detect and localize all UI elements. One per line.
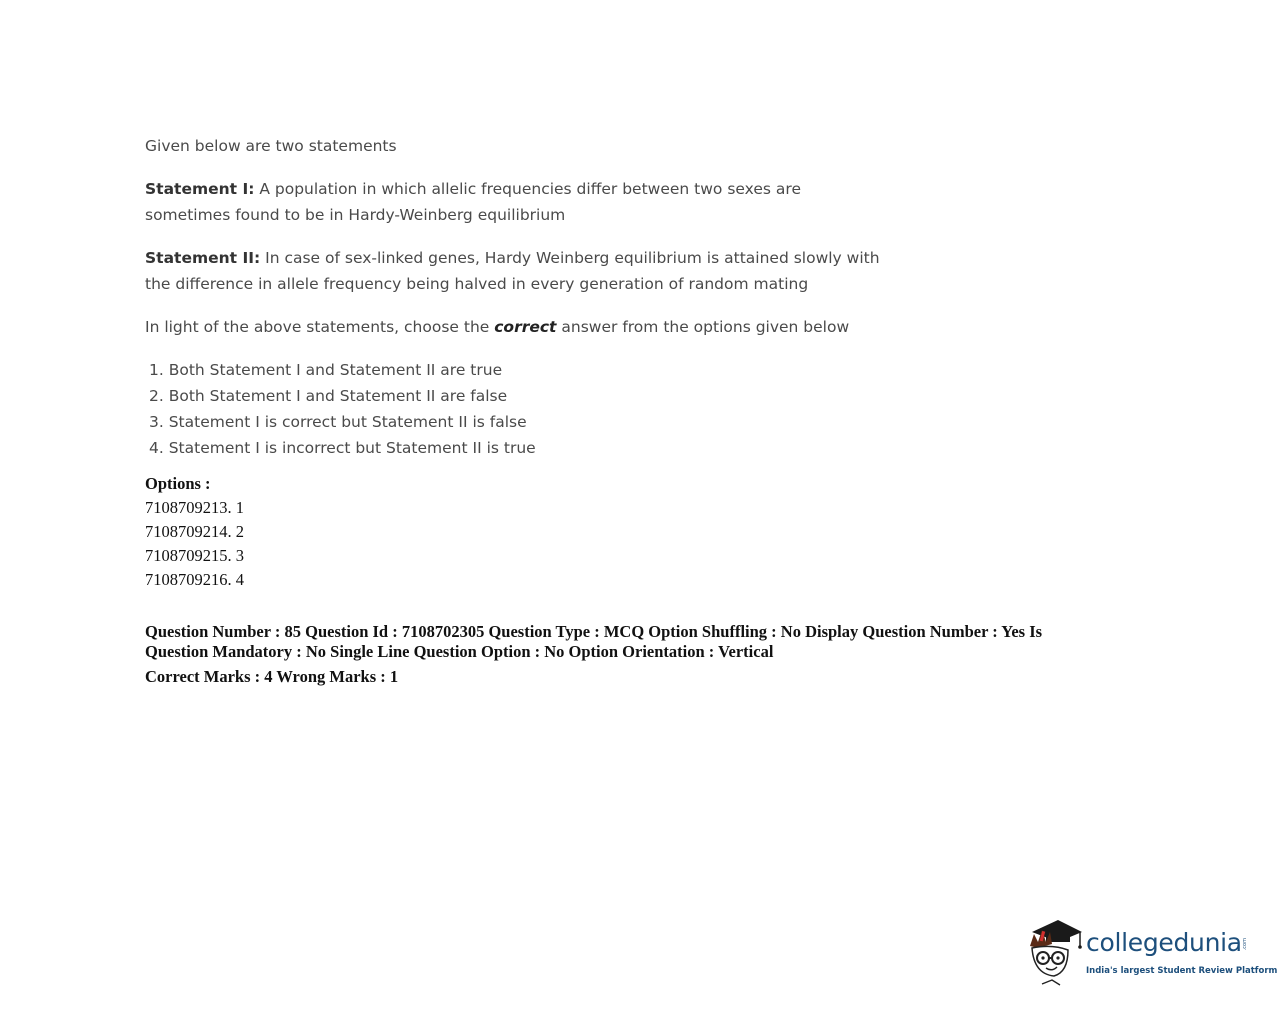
choice-item-4: 4. Statement I is incorrect but Statement II is true xyxy=(149,439,536,457)
logo-wordmark: collegedunia xyxy=(1086,928,1242,957)
question-intro: Given below are two statements xyxy=(145,137,397,155)
statement-2-text-line2: the difference in allele frequency being halved in every generation of random mating xyxy=(145,275,809,293)
statement-1-text-line2: sometimes found to be in Hardy-Weinberg equilibrium xyxy=(145,206,566,224)
choice-list xyxy=(145,357,1105,461)
instruction-after: answer from the options given below xyxy=(556,318,850,336)
collegedunia-logo xyxy=(1024,916,1278,988)
option-row-4: 7108709216. 4 xyxy=(145,570,244,589)
options-heading: Options : xyxy=(145,474,211,493)
option-row-1: 7108709213. 1 xyxy=(145,498,244,517)
statement-2-label: Statement II: xyxy=(145,249,261,267)
choice-item-2: 2. Both Statement I and Statement II are false xyxy=(149,387,508,405)
statement-1-text-line1: A population in which allelic frequencies differ between two sexes are xyxy=(254,180,801,198)
option-row-2: 7108709214. 2 xyxy=(145,522,244,541)
question-block xyxy=(145,133,1105,461)
choice-item-3: 3. Statement I is correct but Statement II is false xyxy=(149,413,527,431)
instruction-emphasis: correct xyxy=(494,318,557,336)
question-instruction xyxy=(145,314,1105,340)
question-marks: Correct Marks : 4 Wrong Marks : 1 xyxy=(145,667,399,686)
option-row-3: 7108709215. 3 xyxy=(145,546,244,565)
options-block xyxy=(145,472,244,592)
question-meta-details: Question Number : 85 Question Id : 7108702305 Question Type : MCQ Option Shuffling : No Display Question Number : Yes Is Question Mandatory : No Single Line Question Option : No Option Orientation : Vertical xyxy=(145,622,1043,661)
statement-1-label: Statement I: xyxy=(145,180,255,198)
mascot-icon xyxy=(1024,916,1086,988)
instruction-before: In light of the above statements, choose the xyxy=(145,318,495,336)
question-meta xyxy=(145,622,1105,689)
statement-2-text-line1: In case of sex-linked genes, Hardy Weinberg equilibrium is attained slowly with xyxy=(260,249,880,267)
logo-com: .com xyxy=(1242,938,1248,951)
statement-2 xyxy=(145,245,1105,297)
choice-item-1: 1. Both Statement I and Statement II are true xyxy=(149,361,503,379)
statement-1 xyxy=(145,176,1105,228)
logo-tagline: India's largest Student Review Platform xyxy=(1086,966,1278,976)
